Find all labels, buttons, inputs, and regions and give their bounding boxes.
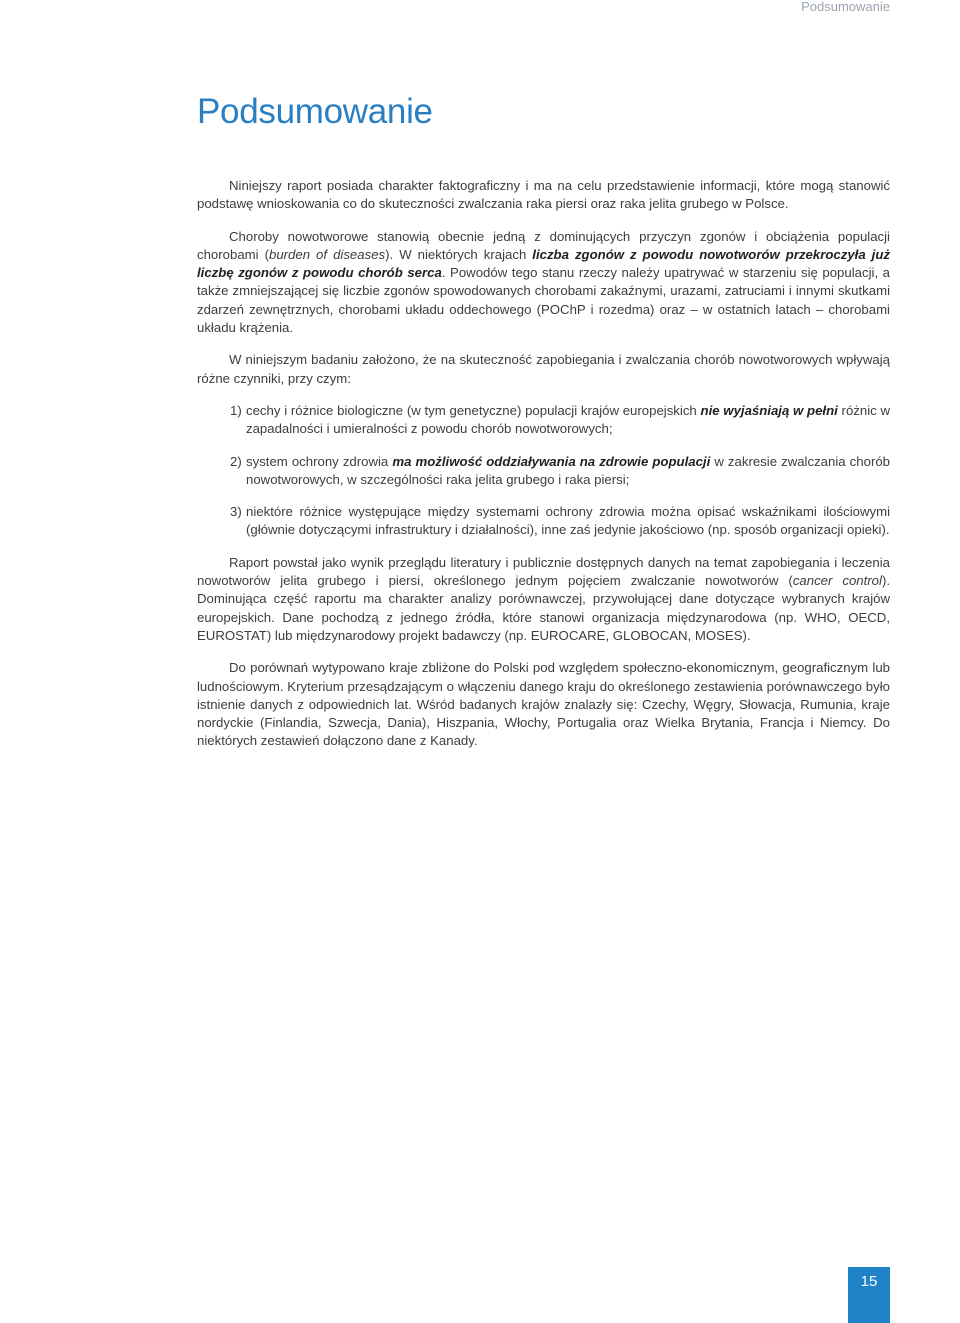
list-number: 1): [230, 402, 242, 418]
list-item-1: [197, 402, 890, 439]
paragraph-intro: Niniejszy raport posiada charakter faktograficzny i ma na celu przedstawienie informacji, które mogą stanowić podstawę wnioskowania co do skuteczności zwalczania raka piersi oraz raka jelita grubego w Polsce.: [197, 178, 890, 212]
text-run: system ochrony zdrowia: [246, 453, 393, 469]
list-number: 3): [230, 504, 242, 520]
list-item-2: [197, 453, 890, 490]
text-run: różnic w zapadalności i umieralności z powodu chorób nowotworowych;: [246, 402, 890, 437]
paragraph-method: [197, 554, 890, 645]
italic-term: cancer control: [792, 573, 882, 589]
italic-term: burden of diseases: [268, 246, 386, 262]
text-run: . Powodów tego stanu rzeczy należy upatrywać w starzeniu się populacji, a także zmniejszającej się liczbie zgonów spowodowanych chorobami zakaźnymi, urazami, zatruciami i innymi skutkami zdarzeń zewnętrznych, chorobami układu oddechowego (POChP i rozedma) oraz – w ostatnich latach – chorobami układu krążenia.: [197, 265, 891, 336]
list-number: 2): [230, 453, 242, 469]
running-header: Podsumowanie: [801, 0, 890, 14]
text-run: w zakresie zwalczania chorób nowotworowych, w szczególności raka jelita grubego i raka piersi;: [246, 453, 890, 487]
list-item-3: [197, 503, 890, 540]
emphasis-text: nie wyjaśniają w pełni: [700, 402, 838, 418]
emphasis-text: liczba zgonów z powodu nowotworów przekroczyła już liczbę zgonów z powodu chorób serca: [197, 246, 890, 281]
paragraph-burden: [197, 228, 890, 338]
text-run: niektóre różnice występujące między systemami ochrony zdrowia można opisać wskaźnikami ilościowymi (głównie dotyczącymi infrastruktury i działalności), inne zaś jedynie jakościowo (np. sposób organizacji opieki).: [246, 504, 890, 538]
text-run: cechy i różnice biologiczne (w tym genetyczne) populacji krajów europejskich: [246, 402, 701, 418]
page-title: Podsumowanie: [197, 92, 433, 131]
page-number: 15: [848, 1267, 890, 1323]
text-run: Raport powstał jako wynik przeglądu literatury i publicznie dostępnych danych na temat zapobiegania i leczenia nowotworów jelita grubego i piersi, określonego jednym pojęciem zwalczanie nowotworów (: [197, 554, 890, 589]
text-run: Choroby nowotworowe stanowią obecnie jedną z dominujących przyczyn zgonów i obciążenia populacji chorobami (: [197, 228, 890, 262]
paragraph-assumptions: W niniejszym badaniu założono, że na skuteczność zapobiegania i zwalczania chorób nowotworowych wpływają różne czynniki, przy czym:: [197, 352, 890, 386]
text-run: ). Dominująca część raportu ma charakter analizy porównawczej, przywołującej dane dotyczące wybranych krajów europejskich. Dane pochodzą z jednego źródła, które stanowi organizacja międzynarodowa (np. WHO, OECD, EUROSTAT) lub międzynarodowy projekt badawczy (np. EUROCARE, GLOBOCAN, MOSES).: [197, 573, 891, 643]
emphasis-text: ma możliwość oddziaływania na zdrowie populacji: [392, 453, 711, 469]
paragraph-countries: Do porównań wytypowano kraje zbliżone do Polski pod względem społeczno-ekonomicznym, geograficznym lub ludnościowym. Kryterium przesądzającym o włączeniu danego kraju do określonego zestawienia porównawczego było istnienie danych z odpowiednich lat. Wśród badanych krajów znalazły się: Czechy, Węgry, Słowacja, Rumunia, kraje nordyckie (Finlandia, Szwecja, Dania), Hiszpania, Włochy, Portugalia oraz Wielka Brytania, Francja i Niemcy. Do niektórych zestawień dołączono dane z Kanady.: [197, 660, 890, 749]
text-run: ). W niektórych krajach: [385, 246, 533, 262]
body-text: [197, 177, 890, 765]
